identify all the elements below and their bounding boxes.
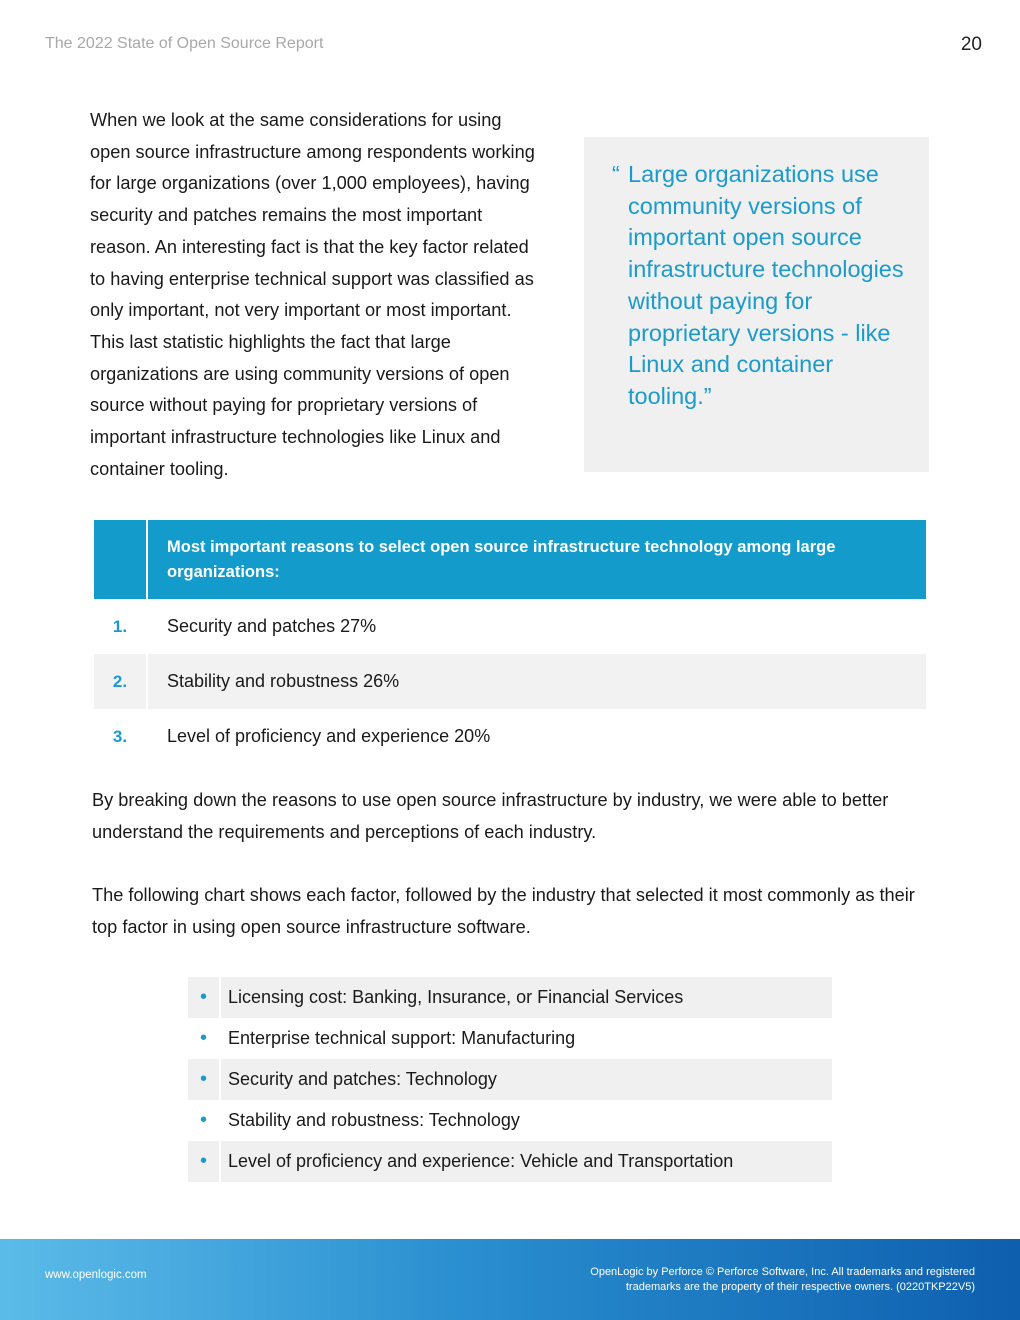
table-row bbox=[94, 599, 926, 654]
page-footer bbox=[0, 1239, 1020, 1320]
table-row bbox=[94, 709, 926, 764]
row-text: Stability and robustness 26% bbox=[167, 671, 400, 691]
table-header bbox=[94, 520, 926, 599]
quote-open-mark: “ bbox=[612, 161, 620, 187]
table-header-num-cell bbox=[94, 520, 146, 599]
row-number: 3. bbox=[112, 726, 128, 746]
report-title: The 2022 State of Open Source Report bbox=[45, 35, 324, 52]
table-row bbox=[94, 654, 926, 709]
row-text: Level of proficiency and experience 20% bbox=[167, 726, 491, 746]
bullet-icon: • bbox=[199, 1027, 207, 1049]
table-header-title: Most important reasons to select open source infrastructure technology among large organizations: bbox=[148, 520, 926, 599]
list-item-text: Licensing cost: Banking, Insurance, or Financial Services bbox=[228, 987, 684, 1007]
industry-factor-list bbox=[188, 977, 832, 1182]
legal-notice: OpenLogic by Perforce © Perforce Software, Inc. All trademarks and registered trademarks are the property of their respective owners. (0220TKP22V5) bbox=[590, 1266, 975, 1293]
list-item bbox=[188, 1059, 832, 1100]
bullet-icon: • bbox=[199, 986, 207, 1008]
list-item bbox=[188, 1018, 832, 1059]
intro-paragraph: When we look at the same considerations for using open source infrastructure among respondents working for large organizations (over 1,000 employees), having security and patches remains the most important reason. An interesting fact is that the key factor related to having enterprise technical support was classified as only important, not very important or most important. This last statistic highlights the fact that large organizations are using community versions of open source without paying for proprietary versions of important infrastructure technologies like Linux and container tooling. bbox=[90, 110, 535, 479]
list-item bbox=[188, 1141, 832, 1182]
chart-intro-paragraph: The following chart shows each factor, followed by the industry that selected it most commonly as their top factor in using open source infrastructure software. bbox=[92, 885, 915, 937]
list-item-text: Stability and robustness: Technology bbox=[228, 1110, 520, 1130]
page-number: 20 bbox=[960, 34, 982, 55]
bullet-icon: • bbox=[199, 1109, 207, 1131]
industry-breakdown-paragraph: By breaking down the reasons to use open source infrastructure by industry, we were able to better understand the requirements and perceptions of each industry. bbox=[92, 790, 889, 842]
website-link[interactable]: www.openlogic.com bbox=[45, 1269, 147, 1281]
list-item-text: Enterprise technical support: Manufacturing bbox=[228, 1028, 576, 1048]
bullet-icon: • bbox=[199, 1068, 207, 1090]
bullet-icon: • bbox=[199, 1150, 207, 1172]
row-text: Security and patches 27% bbox=[167, 616, 377, 636]
pull-quote bbox=[584, 137, 929, 472]
list-item-text: Security and patches: Technology bbox=[228, 1069, 497, 1089]
reasons-table bbox=[94, 520, 926, 764]
row-number: 1. bbox=[112, 616, 128, 636]
quote-text: Large organizations use community versions of important open source infrastructure technologies without paying for proprietary versions - like Linux and container tooling.” bbox=[628, 161, 904, 409]
list-item bbox=[188, 1100, 832, 1141]
list-item bbox=[188, 977, 832, 1018]
list-item-text: Level of proficiency and experience: Vehicle and Transportation bbox=[228, 1151, 734, 1171]
row-number: 2. bbox=[112, 671, 128, 691]
